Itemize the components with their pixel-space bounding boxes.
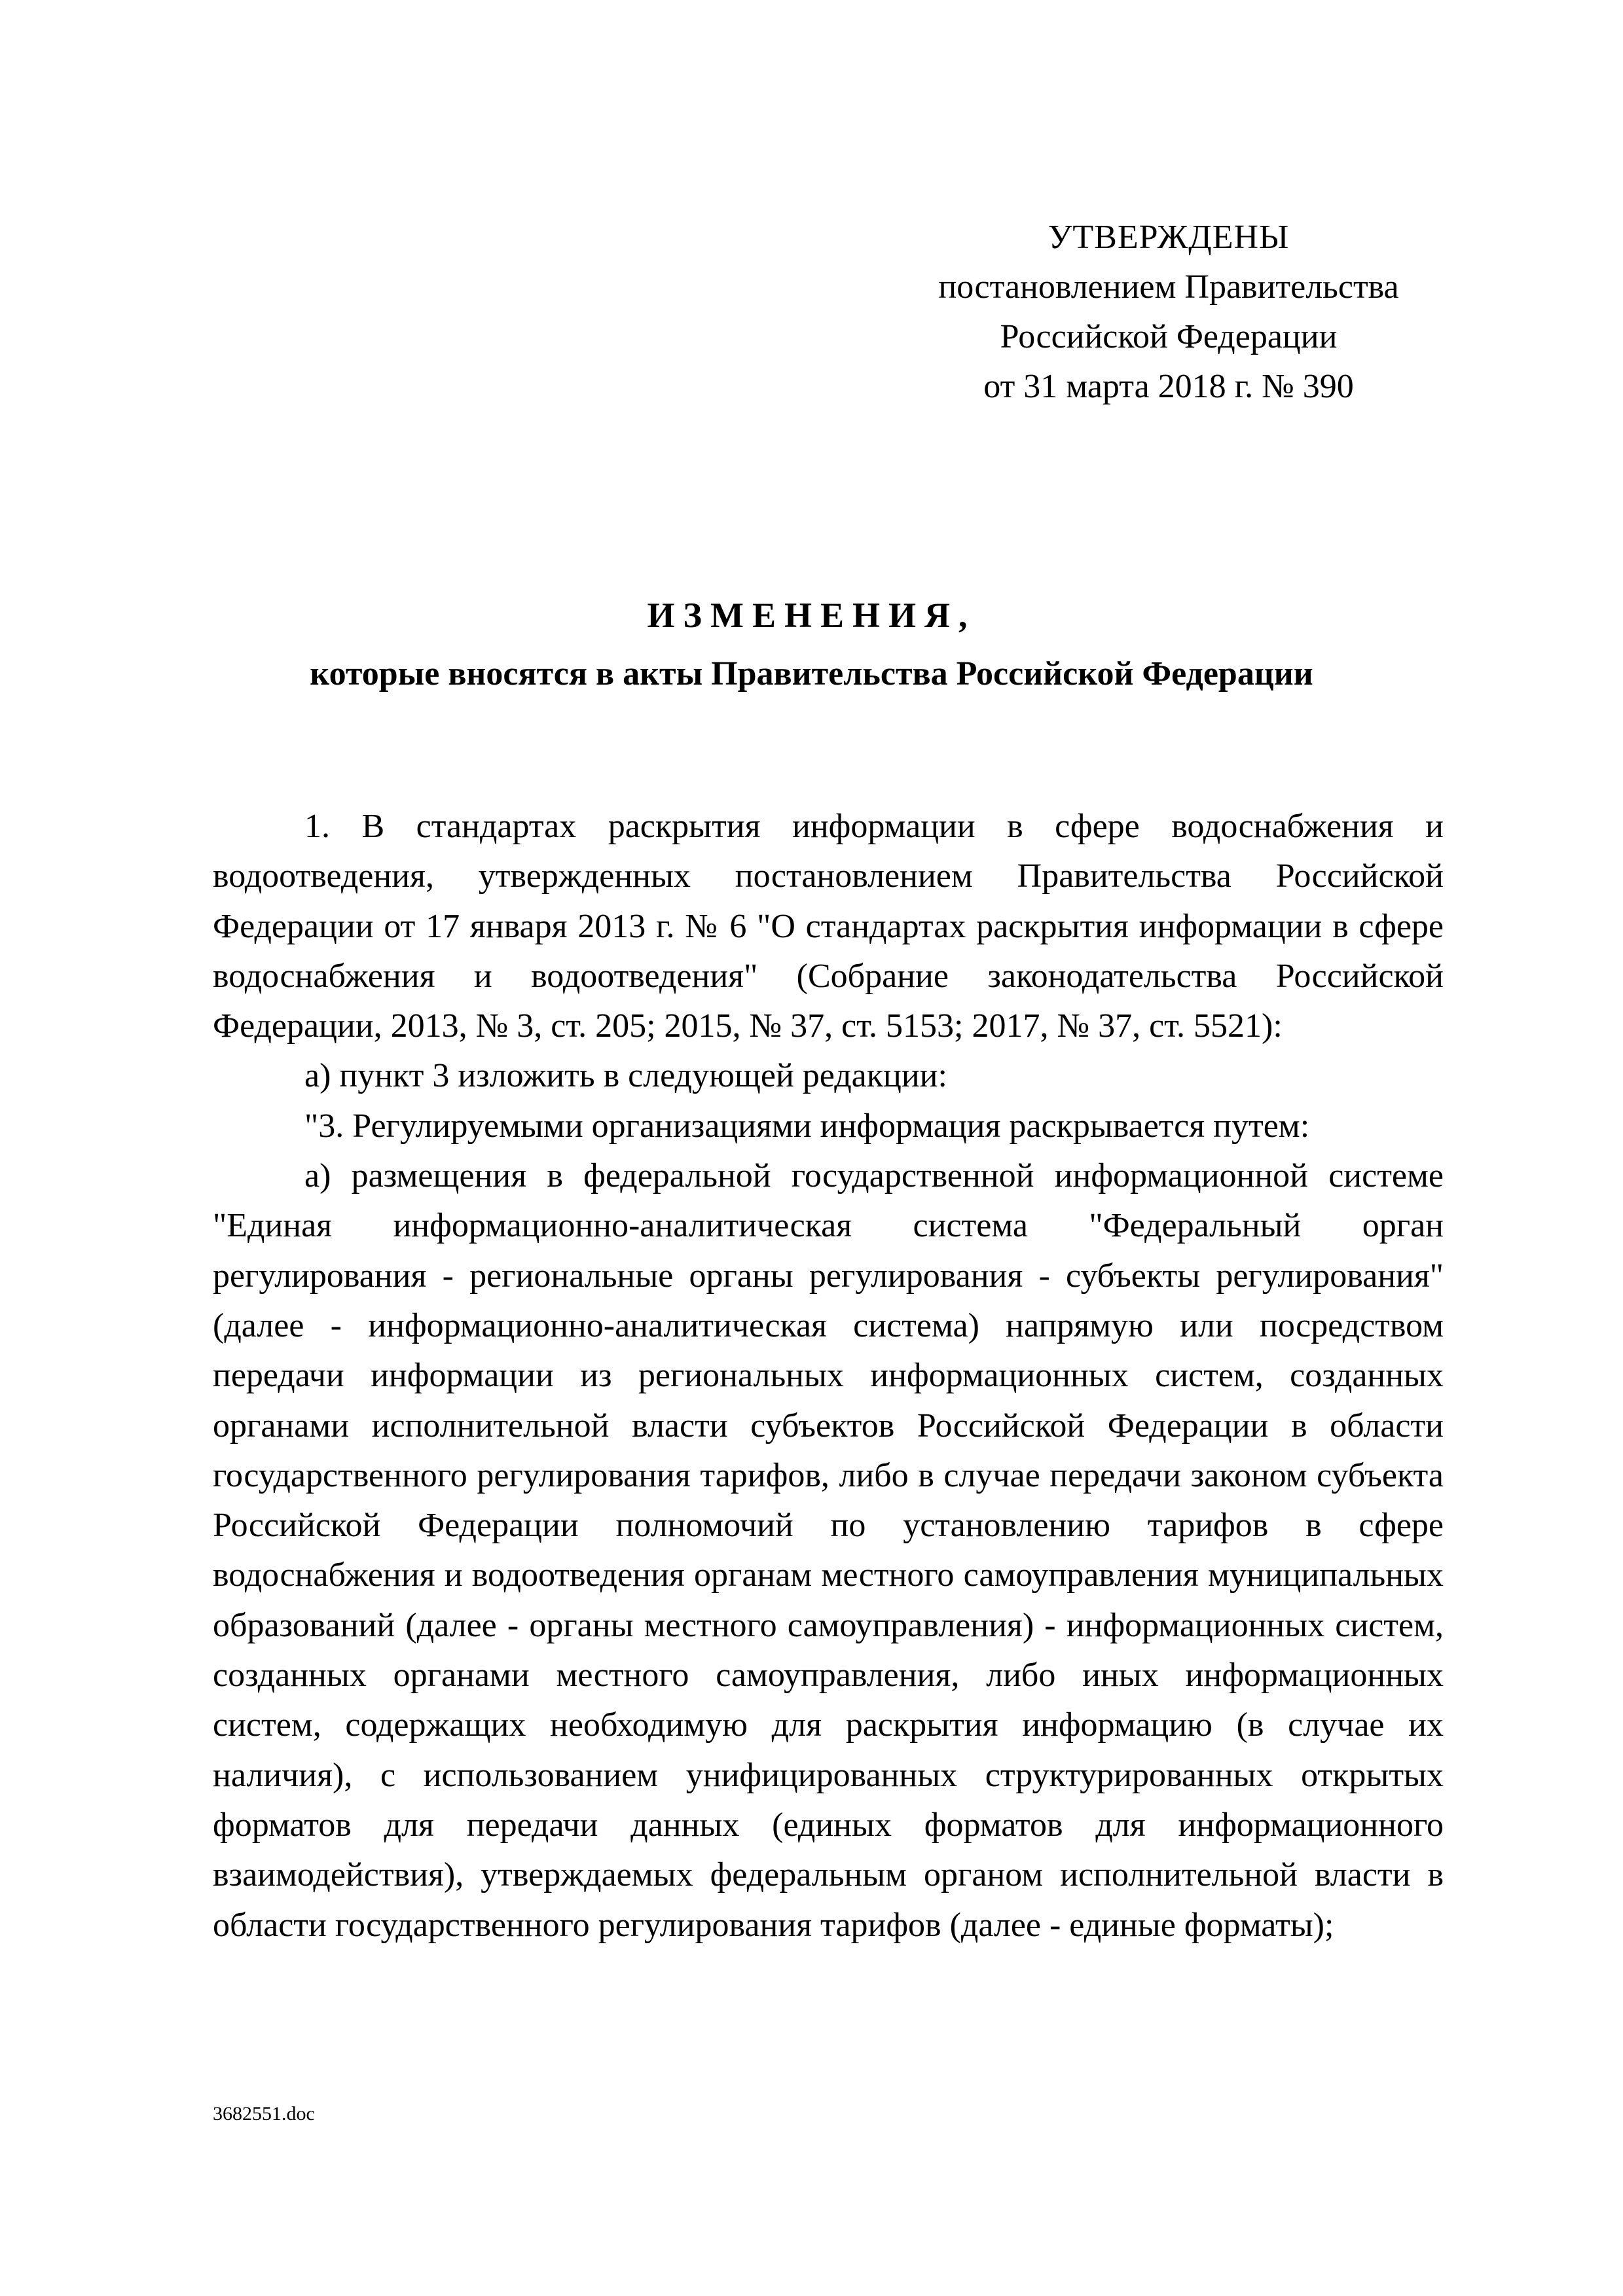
paragraph-subitem-a: а) пункт 3 изложить в следующей редакции: [304,1057,947,1095]
document-subtitle: которые вносятся в акты Правительства Российской Федерации [310,655,1313,692]
document-title: ИЗМЕНЕНИЯ, [647,596,976,635]
footer-file-name: 3682551.doc [213,2103,315,2125]
approval-line-date-number: от 31 марта 2018 г. № 390 [983,368,1354,405]
paragraph-item-1: 1. В стандартах раскрытия информации в сфере водоснабжения и водоотведения, утвержденных постановлением Правительства Российской Федерации от 17 января 2013 г. № 6 "О стандартах раскрытия информации в сфере водоснабжения и водоотведения" (Собрание законодательства Российской Федерации, 2013, № 3, ст. 205; 2015, № 37, ст. 5153; 2017, № 37, ст. 5521): [213,808,1444,1045]
approval-line-resolution: постановлением Правительства [938,268,1399,306]
paragraph-quoted-point-3: "3. Регулируемыми организациями информация раскрывается путем: [304,1107,1310,1145]
approval-block [890,213,1447,412]
approval-heading: УТВЕРЖДЕНЫ [1048,219,1290,256]
approval-line-federation: Российской Федерации [1000,318,1338,355]
paragraph-subitem-a-placement: а) размещения в федеральной государственной информационной системе "Единая информационно-аналитическая система "Федеральный орган регулирования - региональные органы регулирования - субъекты регулирования" (далее - информационно-аналитическая система) напрямую или посредством передачи информации из региональных информационных систем, созданных органами исполнительной власти субъектов Российской Федерации в области государственного регулирования тарифов, либо в случае передачи законом субъекта Российской Федерации полномочий по установлению тарифов в сфере водоснабжения и водоотведения органам местного самоуправления муниципальных образований (далее - органы местного самоуправления) - информационных систем, созданных органами местного самоуправления, либо иных информационных систем, содержащих необходимую для раскрытия информацию (в случае их наличия), с использованием унифицированных структурированных открытых форматов для передачи данных (единых форматов для информационного взаимодействия), утверждаемых федеральным органом исполнительной власти в области государственного регулирования тарифов (далее - единые форматы); [213,1157,1444,1944]
document-body [213,802,1444,1950]
